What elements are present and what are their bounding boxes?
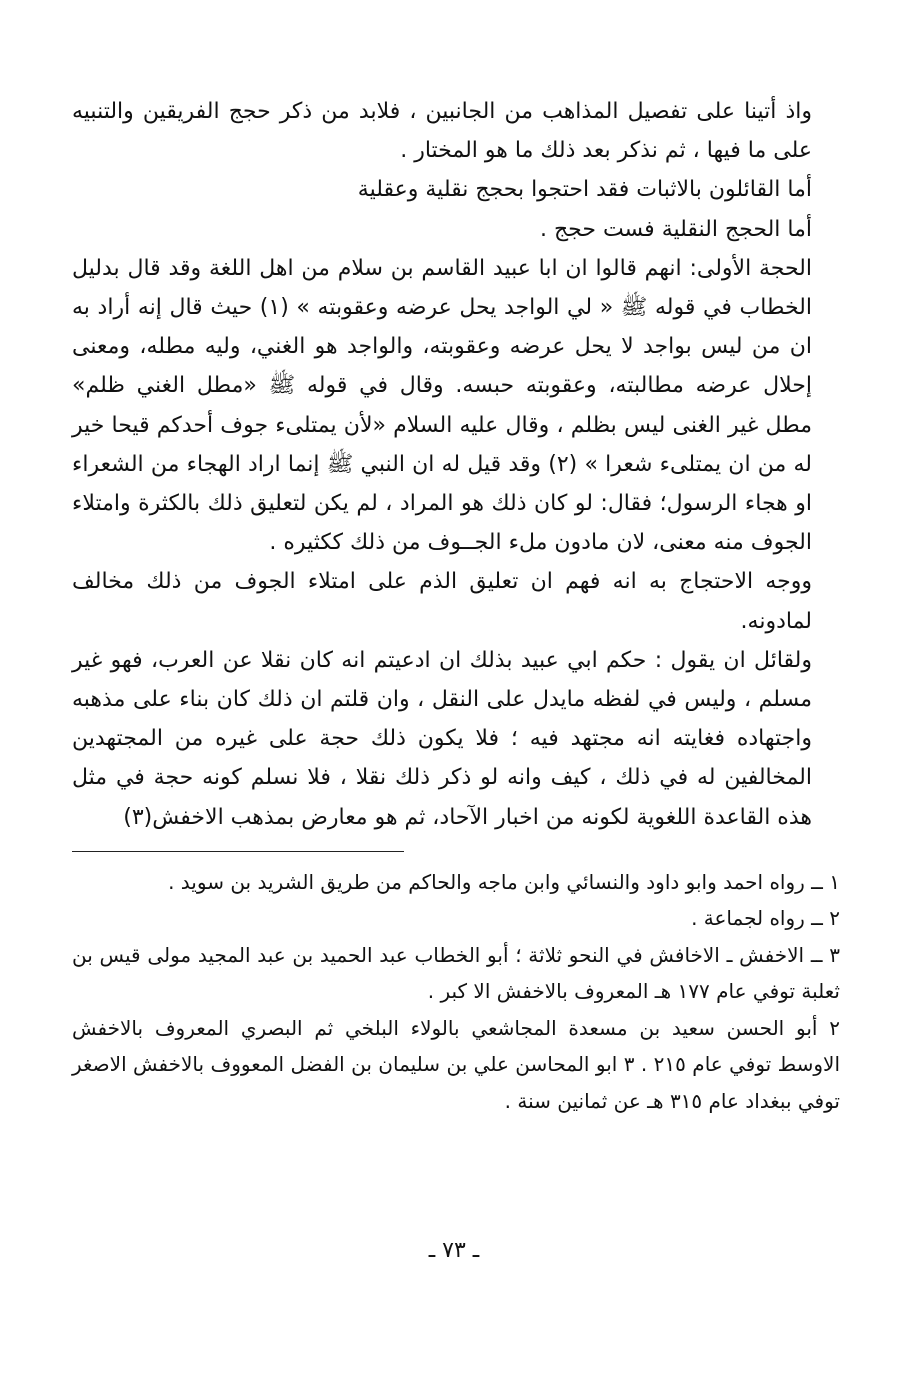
footnote-2: ٢ ــ رواه لجماعة . xyxy=(691,906,840,931)
footnotes xyxy=(72,864,840,1120)
paragraph-first-argument: الحجة الأولى: انهم قالوا ان ابا عبيد القاسم بن سلام من اهل اللغة وقد قال بدليل الخطاب في قوله ﷺ « لي الواجد يحل عرضه وعقوبته » (١) حيث قال إنه أراد به ان من ليس بواجد لا يحل عرضه وعقوبته، والواجد هو الغني، وليه مطله، ومعنى إحلال عرضه مطالبته، وعقوبته حبسه. وقال في قوله ﷺ «مطل الغني ظلم» مطل غير الغنى ليس بظلم ، وقال عليه السلام «لأن يمتلىء جوف أحدكم قيحا خير له من ان يمتلىء شعرا » (٢) وقد قيل له ان النبي ﷺ إنما اراد الهجاء من الشعراء او هجاء الرسول؛ فقال: لو كان ذلك هو المراد ، لم يكن لتعليق ذلك بالكثرة وامتلاء الجوف منه معنى، لان مادون ملء الجــوف من ذلك ككثيره . xyxy=(72,255,812,556)
footnote-3-continued: ٢ أبو الحسن سعيد بن مسعدة المجاشعي بالولاء البلخي ثم البصري المعروف بالاخفش الاوسط توفي عام ٢١٥ . ٣ ابو المحاسن علي بن سليمان بن الفضل المعووف بالاخفش الاصغر توفي ببغداد عام ٣١٥ هـ عن ثمانين سنة . xyxy=(72,1015,841,1113)
page-number: ـ ٧٣ ـ xyxy=(428,1238,480,1263)
footnote-3: ٣ ــ الاخفش ـ الاخافش في النحو ثلاثة ؛ أبو الخطاب عبد الحميد بن عبد المجيد مولى قيس بن ثعلبة توفي عام ١٧٧ هـ المعروف بالاخفش الا كبر . xyxy=(72,942,840,1004)
footnote-1: ١ ــ رواه احمد وابو داود والنسائي وابن ماجه والحاكم من طريق الشريد بن سويد . xyxy=(168,869,840,894)
paragraph-argument-reasoning: ووجه الاحتجاج به انه فهم ان تعليق الذم على امتلاء الجوف من ذلك مخالف لمادونه. xyxy=(72,569,812,634)
paragraph-objection: ولقائل ان يقول : حكم ابي عبيد بذلك ان ادعيتم انه كان نقلا عن العرب، فهو غير مسلم ، وليس في لفظه مايدل على النقل ، وان قلتم ان ذلك كان بناء على مذهبه واجتهاده فغايته انه مجتهد فيه ؛ فلا يكون ذلك حجة على غيره من المجتهدين المخالفين له في ذلك ، كيف وانه لو ذكر ذلك نقلا ، فلا نسلم كونه حجة في مثل هذه القاعدة اللغوية لكونه من اخبار الآحاد، ثم هو معارض بمذهب الاخفش(٣) xyxy=(72,647,812,830)
footnote-divider xyxy=(72,851,404,852)
paragraph-intro: واذ أتينا على تفصيل المذاهب من الجانبين ، فلابد من ذكر حجج الفريقين والتنبيه على ما فيها ، ثم نذكر بعد ذلك ما هو المختار . xyxy=(72,99,812,164)
paragraph-affirmers: أما القائلون بالاثبات فقد احتجوا بحجج نقلية وعقلية xyxy=(357,177,812,203)
paragraph-textual-arguments: أما الحجج النقلية فست حجج . xyxy=(539,216,812,242)
page-content xyxy=(72,92,840,1119)
